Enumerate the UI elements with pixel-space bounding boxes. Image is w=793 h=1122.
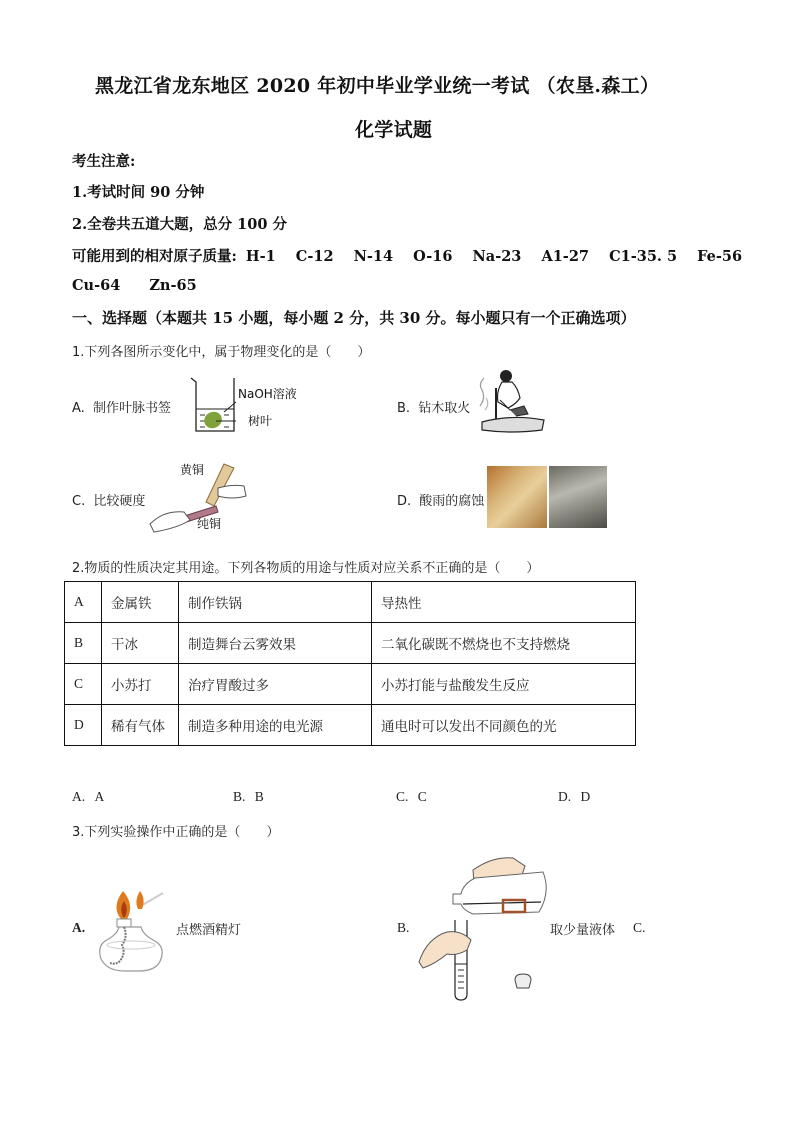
option-text: 钻木取火 — [418, 401, 471, 416]
q2-choice-a[interactable] — [72, 789, 104, 805]
mass-n: N-14 — [353, 248, 394, 265]
choice-letter: C. — [396, 789, 409, 804]
mass-o: O-16 — [413, 248, 453, 265]
table-row — [65, 664, 636, 705]
table-cell: 小苏打 — [102, 664, 179, 705]
mass-c: C-12 — [295, 248, 334, 265]
q3-option-c-letter[interactable]: C. — [633, 920, 646, 935]
q3-option-b-letter[interactable]: B. — [397, 920, 410, 935]
figure-label-brass: 黄铜 — [180, 463, 205, 477]
figure-label-leaf: 树叶 — [248, 414, 273, 428]
statue-after-image — [549, 466, 607, 528]
table-cell: 通电时可以发出不同颜色的光 — [372, 705, 636, 746]
section-heading: 一、选择题（本题共 15 小题，每小题 2 分，共 30 分。每小题只有一个正确选项） — [72, 309, 636, 327]
atomic-masses-line2 — [72, 277, 212, 294]
mass-cu: Cu-64 — [72, 277, 121, 294]
table-cell: 制作铁锅 — [179, 582, 372, 623]
mass-na: Na-23 — [472, 248, 522, 265]
table-cell: A — [65, 582, 102, 623]
choice-value: C — [417, 789, 427, 804]
option-letter: B. — [397, 401, 411, 416]
q2-table — [64, 581, 636, 746]
choice-letter: A. — [72, 789, 86, 804]
mass-al: A1-27 — [541, 248, 590, 265]
masses-label: 可能用到的相对原子质量: — [72, 248, 237, 265]
statue-before-image — [487, 466, 547, 528]
option-letter: D. — [397, 494, 412, 509]
table-row — [65, 582, 636, 623]
choice-value: A — [94, 789, 105, 804]
option-text: 制作叶脉书签 — [92, 401, 171, 416]
q2-stem: 2.物质的性质决定其用途。下列各物质的用途与性质对应关系不正确的是（ ） — [72, 561, 540, 576]
alcohol-lamp-figure — [95, 885, 170, 975]
q2-choice-c[interactable] — [396, 789, 427, 805]
table-row — [65, 623, 636, 664]
table-cell: 金属铁 — [102, 582, 179, 623]
notice-item-score: 2.全卷共五道大题，总分 100 分 — [72, 216, 287, 233]
table-cell: 导热性 — [372, 582, 636, 623]
table-cell: 干冰 — [102, 623, 179, 664]
option-text: 酸雨的腐蚀 — [419, 494, 485, 509]
q3-stem: 3.下列实验操作中正确的是（ ） — [72, 825, 280, 840]
choice-letter: B. — [233, 789, 246, 804]
q1-option-b[interactable] — [397, 397, 470, 416]
q1-option-a[interactable] — [72, 397, 171, 416]
fire-drill-figure — [476, 366, 546, 434]
q1-option-d[interactable] — [397, 490, 484, 509]
table-cell: C — [65, 664, 102, 705]
table-cell: 制造多种用途的电光源 — [179, 705, 372, 746]
choice-letter: D. — [558, 789, 572, 804]
mass-cl: C1-35. 5 — [609, 248, 678, 265]
q2-choice-d[interactable] — [558, 789, 590, 805]
exam-title: 黑龙江省龙东地区 2020 年初中毕业学业统一考试 （农垦.森工） — [95, 75, 660, 97]
figure-label-naoh: NaOH溶液 — [238, 387, 297, 401]
table-cell: 二氧化碳既不燃烧也不支持燃烧 — [372, 623, 636, 664]
q2-choice-b[interactable] — [233, 789, 264, 805]
choice-value: B — [254, 789, 264, 804]
table-cell: 治疗胃酸过多 — [179, 664, 372, 705]
pour-liquid-figure — [415, 852, 550, 1002]
q1-stem: 1.下列各图所示变化中，属于物理变化的是（ ） — [72, 345, 371, 360]
table-cell: 制造舞台云雾效果 — [179, 623, 372, 664]
mass-h: H-1 — [245, 248, 276, 265]
table-cell: 稀有气体 — [102, 705, 179, 746]
mass-fe: Fe-56 — [697, 248, 743, 265]
figure-label-pure-copper: 纯铜 — [197, 517, 222, 531]
table-row — [65, 705, 636, 746]
atomic-masses-line1 — [72, 245, 757, 266]
option-text: 比较硬度 — [93, 494, 146, 509]
choice-value: D — [580, 789, 591, 804]
exam-subtitle: 化学试题 — [355, 119, 433, 141]
q3-option-a-text: 点燃酒精灯 — [176, 923, 242, 938]
option-letter: A. — [72, 401, 85, 416]
notice-item-time: 1.考试时间 90 分钟 — [72, 184, 205, 201]
notice-heading: 考生注意: — [72, 153, 136, 170]
mass-zn: Zn-65 — [149, 277, 197, 294]
q1-option-c[interactable] — [72, 490, 145, 509]
table-cell: 小苏打能与盐酸发生反应 — [372, 664, 636, 705]
q3-option-b-text: 取少量液体 — [550, 923, 616, 938]
table-cell: D — [65, 705, 102, 746]
q3-option-a-letter[interactable]: A. — [72, 920, 86, 935]
option-letter: C. — [72, 494, 86, 509]
table-cell: B — [65, 623, 102, 664]
